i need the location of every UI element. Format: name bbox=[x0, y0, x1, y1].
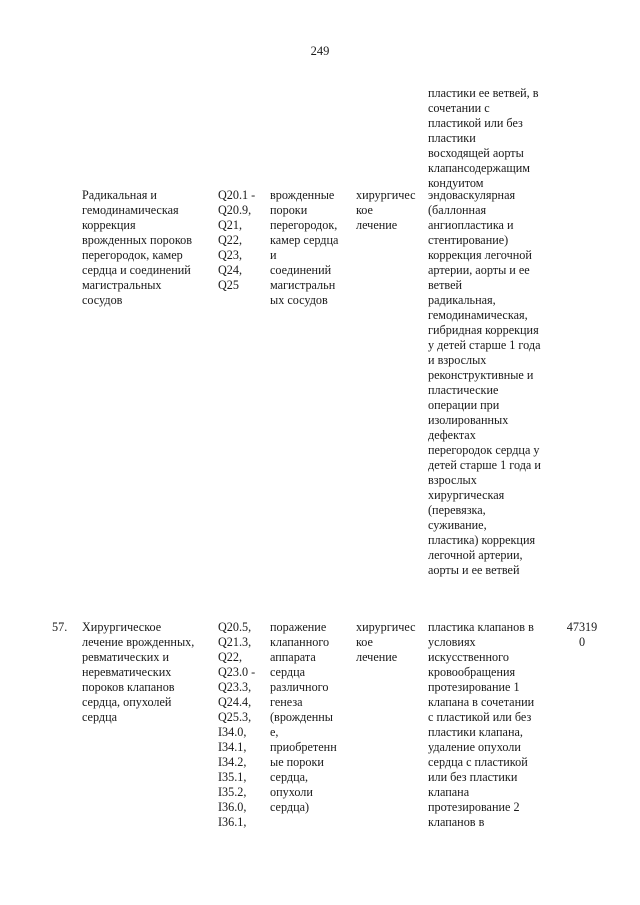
text-line: кровообращения bbox=[428, 665, 516, 679]
text-line: Q20.5, bbox=[218, 620, 252, 634]
text-line: пластики клапана, bbox=[428, 725, 523, 739]
text-line: I34.2, bbox=[218, 755, 247, 769]
text-line: лечение врожденных, bbox=[82, 635, 195, 649]
continuation-method-cell bbox=[428, 86, 556, 191]
text-line: эндоваскулярная bbox=[428, 188, 516, 202]
text-line: Радикальная и bbox=[82, 188, 157, 202]
text-line: реконструктивные и bbox=[428, 368, 534, 382]
text-line: перегородок сердца у bbox=[428, 443, 540, 457]
text-line: пороков клапанов bbox=[82, 680, 175, 694]
text-line: легочной артерии, bbox=[428, 548, 523, 562]
text-line: Q20.1 - bbox=[218, 188, 256, 202]
text-line: лечение bbox=[356, 650, 398, 664]
text-line: I34.0, bbox=[218, 725, 247, 739]
text-line: пластика) коррекция bbox=[428, 533, 536, 547]
text-line: перегородок, камер bbox=[82, 248, 183, 262]
text-line: дефектах bbox=[428, 428, 476, 442]
text-line: протезирование 1 bbox=[428, 680, 520, 694]
text-line: хирургичес bbox=[356, 188, 416, 202]
text-line: Q22, bbox=[218, 233, 243, 247]
row-a-method-cell bbox=[428, 188, 556, 578]
text-line: Хирургическое bbox=[82, 620, 162, 634]
text-line: искусственного bbox=[428, 650, 509, 664]
text-line: Q24.4, bbox=[218, 695, 252, 709]
row-a-code-cell bbox=[218, 188, 268, 293]
text-line: пластикой или без bbox=[428, 116, 523, 130]
text-line: е, bbox=[270, 725, 279, 739]
text-line: магистральных bbox=[82, 278, 162, 292]
text-line: поражение bbox=[270, 620, 327, 634]
text-line: хирургическая bbox=[428, 488, 505, 502]
text-line: I36.0, bbox=[218, 800, 247, 814]
text-line: сердца с пластикой bbox=[428, 755, 528, 769]
text-line: камер сердца bbox=[270, 233, 339, 247]
text-line: аорты и ее ветвей bbox=[428, 563, 520, 577]
text-line: взрослых bbox=[428, 473, 477, 487]
text-line: (баллонная bbox=[428, 203, 487, 217]
text-line: сердца) bbox=[270, 800, 310, 814]
text-line: и взрослых bbox=[428, 353, 487, 367]
text-line: клапансодержащим bbox=[428, 161, 531, 175]
row-a-model-cell bbox=[270, 188, 350, 308]
text-line: различного bbox=[270, 680, 329, 694]
text-line: Q20.9, bbox=[218, 203, 252, 217]
text-line: сердца bbox=[82, 710, 118, 724]
text-line: приобретенн bbox=[270, 740, 337, 754]
text-line: Q21.3, bbox=[218, 635, 252, 649]
text-line: Q22, bbox=[218, 650, 243, 664]
text-line: перегородок, bbox=[270, 218, 338, 232]
text-line: сердца и соединений bbox=[82, 263, 191, 277]
text-line: лечение bbox=[356, 218, 398, 232]
text-line: пластика клапанов в bbox=[428, 620, 534, 634]
text-line: сочетании с bbox=[428, 101, 490, 115]
text-line: восходящей аорты bbox=[428, 146, 524, 160]
text-line: ревматических и bbox=[82, 650, 169, 664]
text-line: протезирование 2 bbox=[428, 800, 520, 814]
row-b-name-cell bbox=[82, 620, 210, 725]
text-line: кое bbox=[356, 203, 373, 217]
row-b-code-cell bbox=[218, 620, 268, 830]
row-b-number: 57. bbox=[52, 620, 68, 634]
text-line: I35.1, bbox=[218, 770, 247, 784]
text-line: с пластикой или без bbox=[428, 710, 532, 724]
text-line: удаление опухоли bbox=[428, 740, 521, 754]
text-line: Q25 bbox=[218, 278, 239, 292]
text-line: 47319 bbox=[566, 620, 598, 634]
text-line: (врожденны bbox=[270, 710, 333, 724]
text-line: изолированных bbox=[428, 413, 509, 427]
text-line: операции при bbox=[428, 398, 500, 412]
text-line: пороки bbox=[270, 203, 308, 217]
text-line: магистральн bbox=[270, 278, 336, 292]
text-line: кондуитом bbox=[428, 176, 484, 190]
text-line: I36.1, bbox=[218, 815, 247, 829]
text-line: гемодинамическая bbox=[82, 203, 179, 217]
text-line: (перевязка, bbox=[428, 503, 486, 517]
text-line: условиях bbox=[428, 635, 476, 649]
text-line: у детей старше 1 года bbox=[428, 338, 541, 352]
text-line: гемодинамическая, bbox=[428, 308, 528, 322]
text-line: стентирование) bbox=[428, 233, 509, 247]
text-line: соединений bbox=[270, 263, 332, 277]
page-number: 249 bbox=[310, 44, 330, 58]
text-line: коррекция bbox=[82, 218, 136, 232]
text-line: 0 bbox=[578, 635, 586, 649]
text-line: детей старше 1 года и bbox=[428, 458, 541, 472]
text-line: суживание, bbox=[428, 518, 487, 532]
text-line: сердца, bbox=[270, 770, 309, 784]
row-b-method-cell bbox=[428, 620, 556, 830]
row-a-treatment-type-cell bbox=[356, 188, 422, 233]
text-line: неревматических bbox=[82, 665, 172, 679]
text-line: аппарата bbox=[270, 650, 316, 664]
text-line: сердца bbox=[270, 665, 306, 679]
text-line: ветвей bbox=[428, 278, 463, 292]
text-line: Q23.0 - bbox=[218, 665, 256, 679]
text-line: сосудов bbox=[82, 293, 123, 307]
text-line: врожденные bbox=[270, 188, 335, 202]
text-line: артерии, аорты и ее bbox=[428, 263, 530, 277]
text-line: ые пороки bbox=[270, 755, 324, 769]
text-line: Q23.3, bbox=[218, 680, 252, 694]
text-line: хирургичес bbox=[356, 620, 416, 634]
text-line: гибридная коррекция bbox=[428, 323, 539, 337]
text-line: врожденных пороков bbox=[82, 233, 192, 247]
text-line: Q21, bbox=[218, 218, 243, 232]
row-b-treatment-type-cell bbox=[356, 620, 422, 665]
text-line: или без пластики bbox=[428, 770, 518, 784]
text-line: ангиопластика и bbox=[428, 218, 514, 232]
text-line: ых сосудов bbox=[270, 293, 328, 307]
text-line: пластические bbox=[428, 383, 499, 397]
text-line: кое bbox=[356, 635, 373, 649]
text-line: клапана bbox=[428, 785, 470, 799]
text-line: клапанного bbox=[270, 635, 330, 649]
text-line: Q25.3, bbox=[218, 710, 252, 724]
text-line: коррекция легочной bbox=[428, 248, 532, 262]
text-line: Q23, bbox=[218, 248, 243, 262]
text-line: опухоли bbox=[270, 785, 313, 799]
text-line: пластики ее ветвей, в bbox=[428, 86, 539, 100]
row-a-name-cell bbox=[82, 188, 210, 308]
text-line: радикальная, bbox=[428, 293, 496, 307]
text-line: I35.2, bbox=[218, 785, 247, 799]
text-line: I34.1, bbox=[218, 740, 247, 754]
text-line: и bbox=[270, 248, 277, 262]
row-b-model-cell bbox=[270, 620, 350, 815]
text-line: пластики bbox=[428, 131, 476, 145]
text-line: генеза bbox=[270, 695, 303, 709]
text-line: сердца, опухолей bbox=[82, 695, 172, 709]
text-line: клапанов в bbox=[428, 815, 485, 829]
text-line: Q24, bbox=[218, 263, 243, 277]
row-b-cost-cell bbox=[562, 620, 602, 650]
text-line: клапана в сочетании bbox=[428, 695, 535, 709]
